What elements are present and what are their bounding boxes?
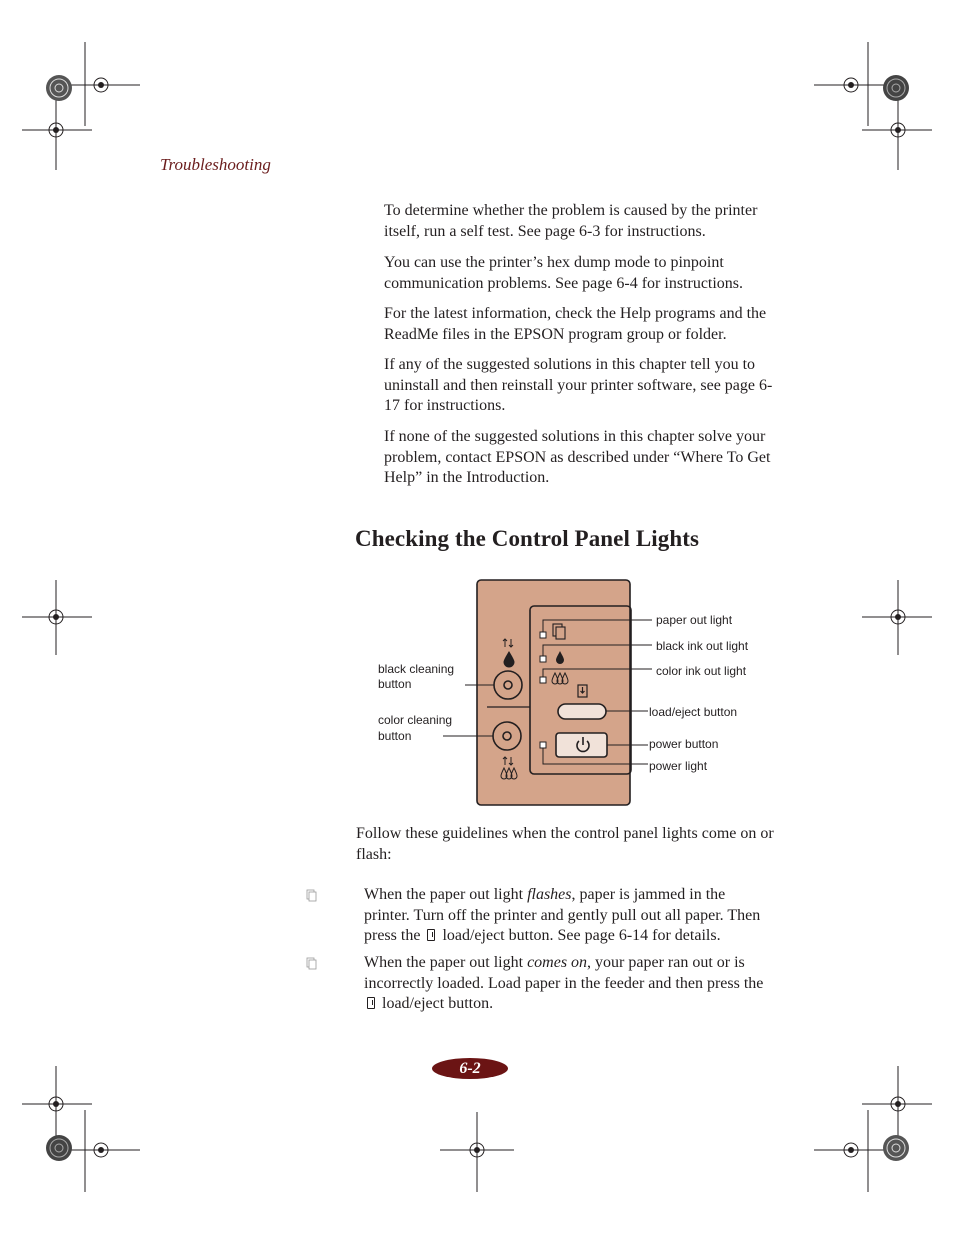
- load-eject-icon: [367, 997, 375, 1009]
- paragraph-reinstall: If any of the suggested solutions in this chapter tell you to uninstall and then reinstall your printer software, see page 6-17 for instructions.: [384, 356, 773, 414]
- load-eject-button: [558, 704, 606, 719]
- page-number: 6-2: [432, 1058, 508, 1079]
- label-color-cleaning-line2: button: [378, 729, 412, 743]
- label-color-cleaning-line1: color cleaning: [378, 713, 453, 727]
- label-power-light: power light: [649, 759, 708, 773]
- section-heading: Checking the Control Panel Lights: [355, 526, 700, 551]
- bullet-paper-jam: When the paper out light flashes, paper is jammed in the printer. Turn off the printer and gently pull out all paper. Then press the load/eject button. See page 6-14 for details.: [364, 886, 761, 944]
- label-black-cleaning-line1: black cleaning: [378, 662, 455, 676]
- guidelines-intro: Follow these guidelines when the control panel lights come on or flash:: [356, 825, 774, 863]
- running-head: Troubleshooting: [160, 155, 271, 174]
- power-button: [556, 733, 607, 757]
- paragraph-hex-dump: You can use the printer’s hex dump mode to pinpoint communication problems. See page 6-4 for instructions.: [384, 254, 744, 292]
- paragraph-self-test: To determine whether the problem is caused by the printer itself, run a self test. See page 6-3 for instructions.: [384, 202, 758, 240]
- paragraph-latest-info: For the latest information, check the Help programs and the ReadMe files in the EPSON program group or folder.: [384, 305, 767, 343]
- label-load-eject-button: load/eject button: [649, 705, 738, 719]
- color-ink-out-light-indicator: [540, 677, 546, 683]
- label-color-ink-out-light: color ink out light: [656, 664, 747, 678]
- paragraph-contact-epson: If none of the suggested solutions in this chapter solve your problem, contact EPSON as described under “Where To Get Help” in the Introduction.: [384, 428, 771, 486]
- label-black-cleaning-line2: button: [378, 677, 412, 691]
- black-ink-out-light-indicator: [540, 656, 546, 662]
- panel-body: [477, 580, 630, 805]
- paper-out-light-indicator: [540, 632, 546, 638]
- power-light-indicator: [540, 742, 546, 748]
- bullet-box-icon: [306, 889, 318, 903]
- bullet-box-icon: [306, 957, 318, 971]
- load-eject-icon: [427, 929, 435, 941]
- control-panel-diagram: [370, 575, 790, 815]
- label-black-ink-out-light: black ink out light: [656, 639, 749, 653]
- label-power-button: power button: [649, 737, 719, 751]
- bullet-paper-out: When the paper out light comes on, your paper ran out or is incorrectly loaded. Load paper in the feeder and then press the load/eject button.: [364, 954, 764, 1012]
- label-paper-out-light: paper out light: [656, 613, 733, 627]
